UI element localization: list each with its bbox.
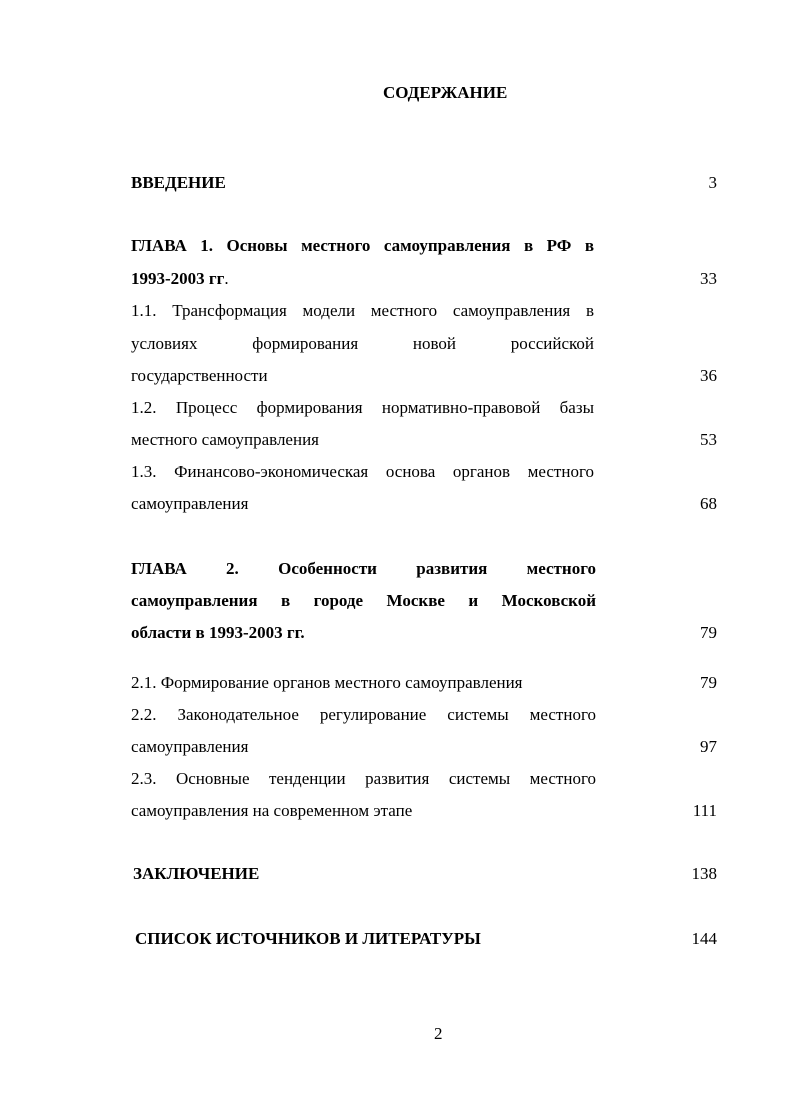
toc-chapter1-page: 33 — [700, 269, 717, 288]
toc-chapter2-page: 79 — [700, 623, 717, 642]
toc-section-2-3-line2: самоуправления на современном этапе — [131, 801, 413, 820]
toc-bibliography-label: СПИСОК ИСТОЧНИКОВ И ЛИТЕРАТУРЫ — [135, 929, 481, 948]
toc-section-1-2-line2: местного самоуправления — [131, 430, 319, 449]
toc-section-1-1-page: 36 — [700, 366, 717, 385]
page-title: СОДЕРЖАНИЕ — [383, 83, 508, 102]
toc-chapter1-line2-text: 1993-2003 гг — [131, 269, 225, 288]
toc-intro-page: 3 — [708, 173, 717, 192]
toc-section-1-2-line1: 1.2. Процесс формирования нормативно-правовой базы — [131, 398, 594, 417]
toc-section-2-2-page: 97 — [700, 737, 717, 756]
toc-section-2-2-line1: 2.2. Законодательное регулирование системы местного — [131, 705, 596, 724]
toc-conclusion-page: 138 — [691, 864, 717, 883]
toc-bibliography-page: 144 — [691, 929, 717, 948]
toc-intro-label: ВВЕДЕНИЕ — [131, 173, 226, 192]
toc-section-1-1-line3: государственности — [131, 366, 268, 385]
toc-chapter1-line2 — [131, 270, 229, 287]
toc-section-1-2-page: 53 — [700, 430, 717, 449]
toc-chapter2-line1: ГЛАВА 2. Особенности развития местного — [131, 559, 596, 578]
toc-chapter1-line2-tail: . — [224, 269, 229, 288]
toc-section-2-1-line1: 2.1. Формирование органов местного самоуправления — [131, 673, 523, 692]
toc-section-1-1-line2 — [131, 335, 594, 352]
page-number: 2 — [434, 1024, 443, 1043]
toc-section-1-3-page: 68 — [700, 494, 717, 513]
toc-chapter1-line1: ГЛАВА 1. Основы местного самоуправления в РФ в — [131, 236, 594, 255]
toc-section-1-3-line1: 1.3. Финансово-экономическая основа органов местного — [131, 462, 594, 481]
toc-section-2-1-page: 79 — [700, 673, 717, 692]
toc-section-2-2-line2: самоуправления — [131, 737, 249, 756]
toc-section-2-3-line1: 2.3. Основные тенденции развития системы местного — [131, 769, 596, 788]
toc-chapter2-line2: самоуправления в городе Москве и Московской — [131, 591, 596, 610]
toc-section-1-3-line2: самоуправления — [131, 494, 249, 513]
toc-section-1-1-line1: 1.1. Трансформация модели местного самоуправления в — [131, 301, 594, 320]
toc-section-1-1-line2-text: условиях формирования новой российской — [131, 334, 594, 353]
toc-section-2-3-page: 111 — [692, 801, 717, 820]
toc-chapter2-line3: области в 1993-2003 гг. — [131, 623, 305, 642]
toc-conclusion-label: ЗАКЛЮЧЕНИЕ — [133, 864, 260, 883]
